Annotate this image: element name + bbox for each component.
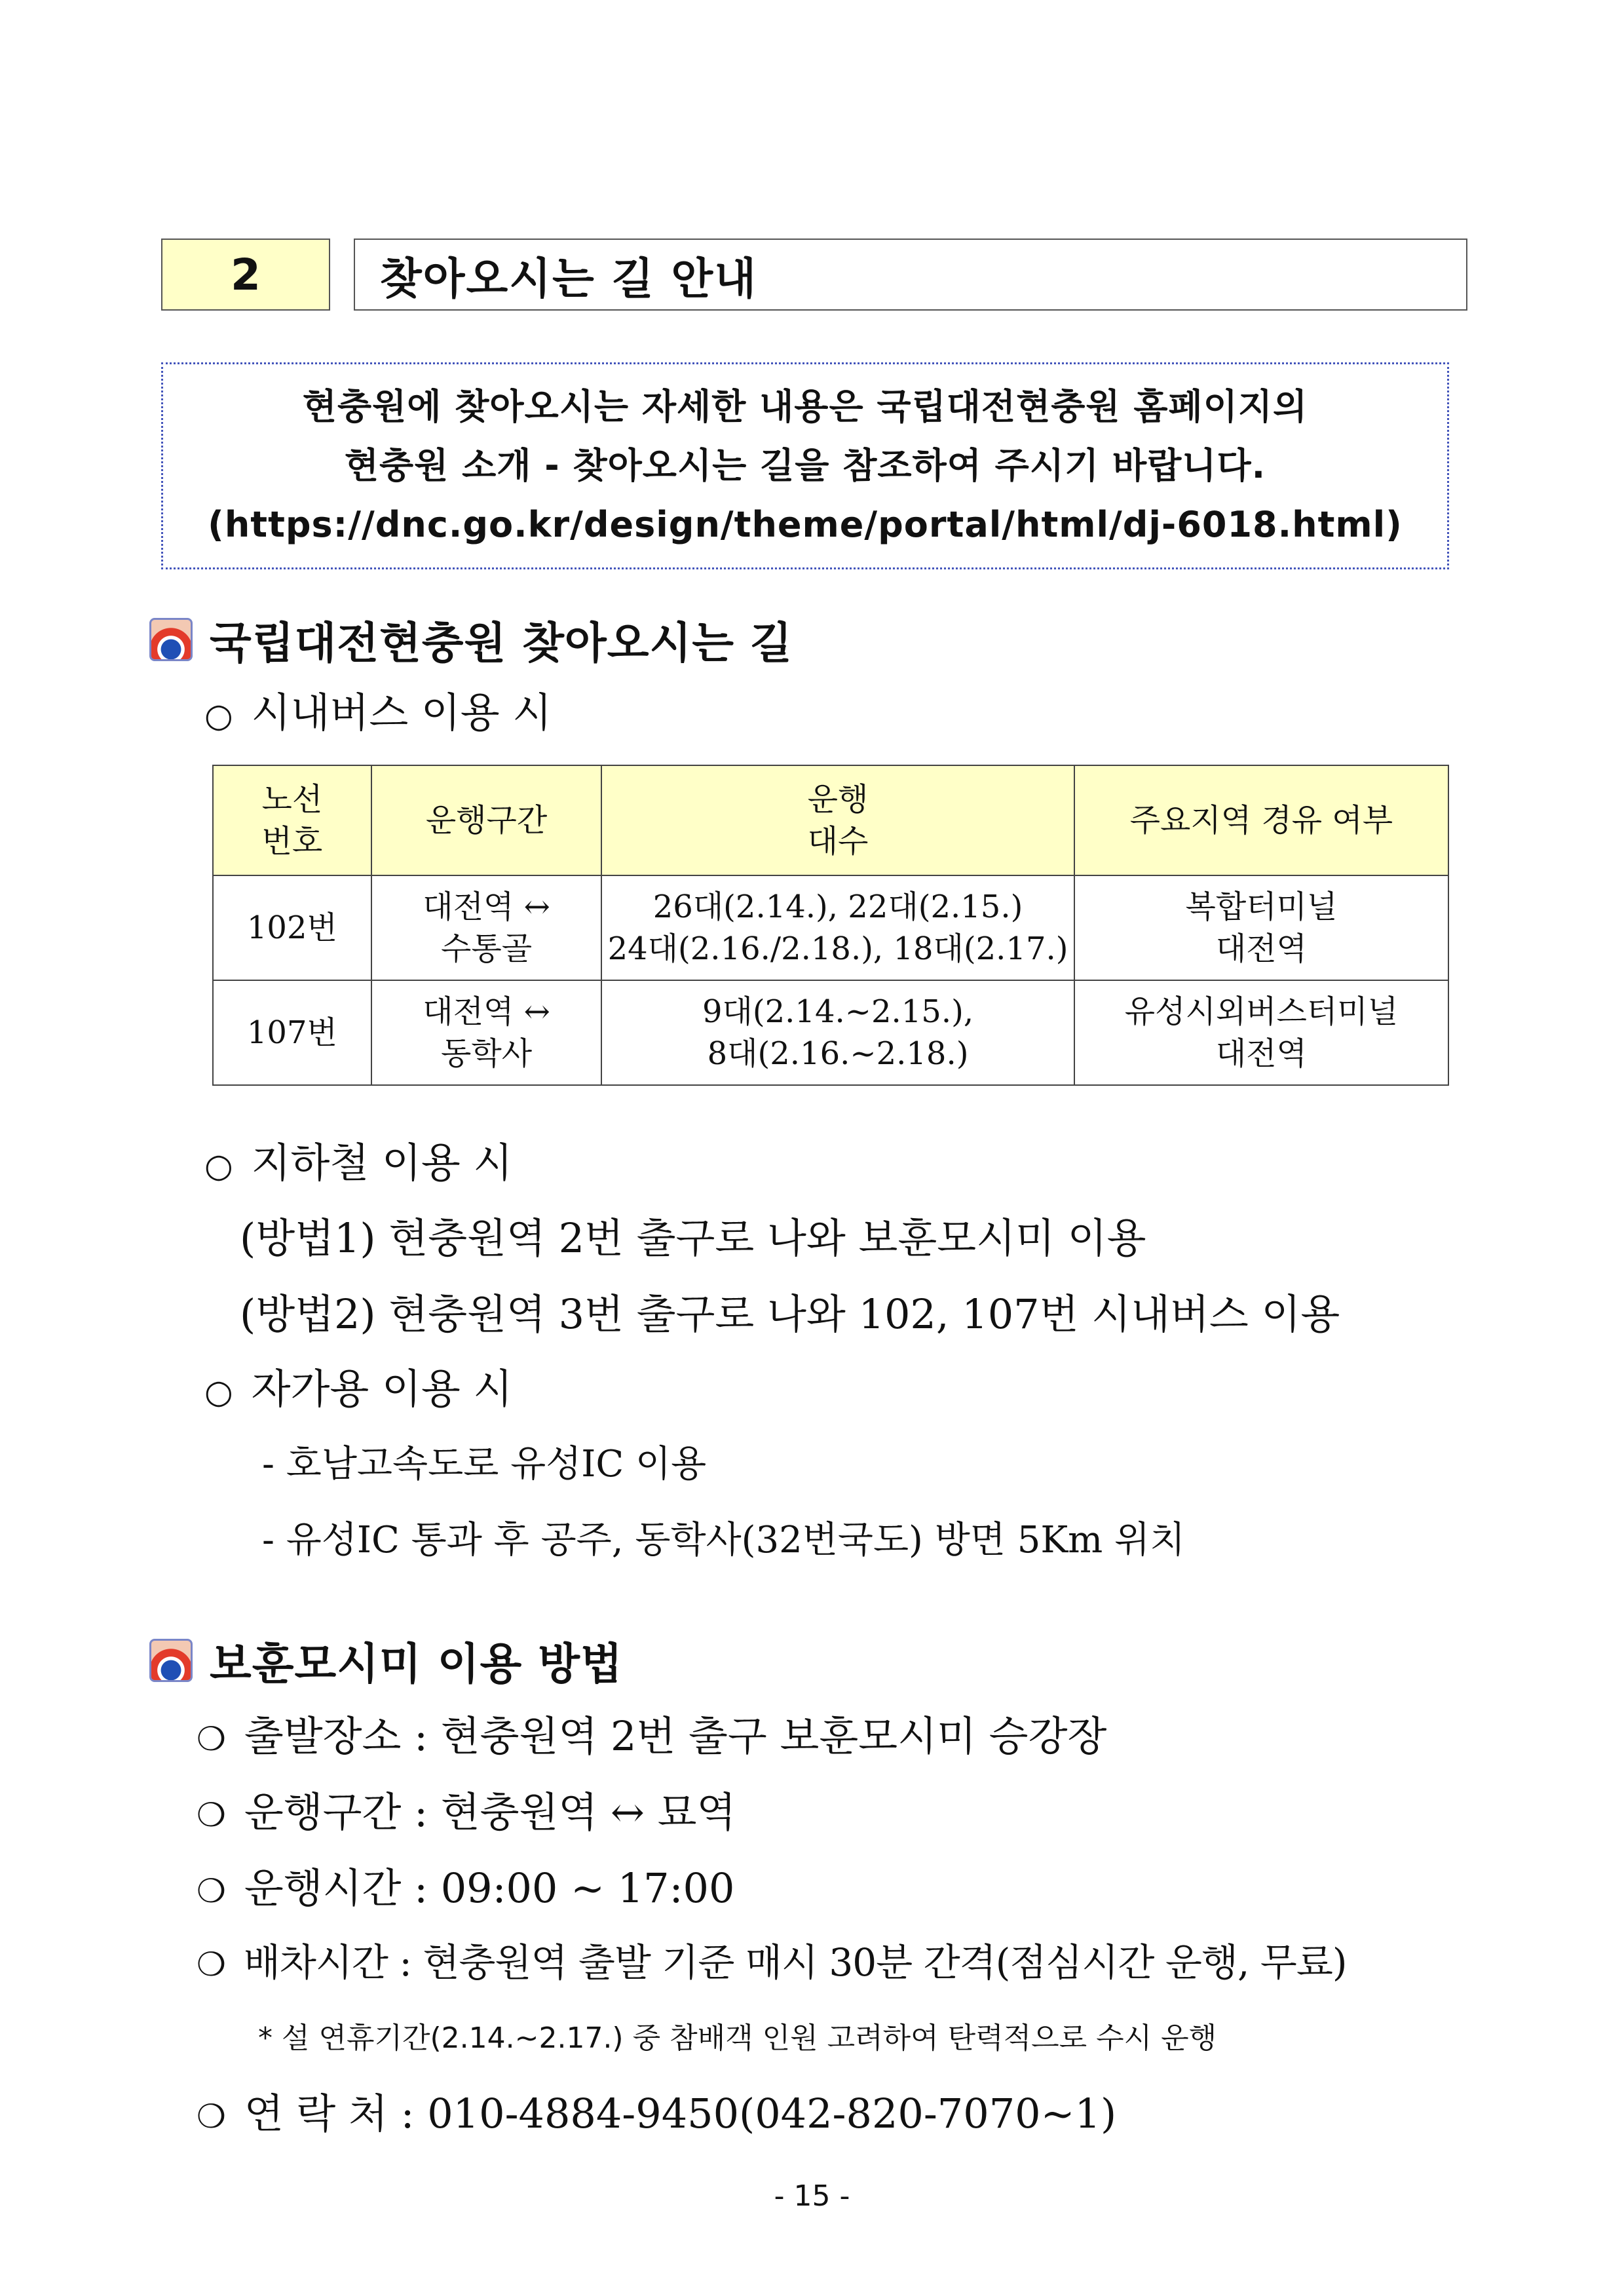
notice-box <box>161 362 1449 569</box>
circle-bullet-icon: ❍ <box>197 2097 226 2135</box>
notice-url: (https://dnc.go.kr/design/theme/portal/html/dj-6018.html) <box>208 504 1403 545</box>
page-number: - 15 - <box>774 2179 850 2213</box>
route-cell: 107번 <box>213 980 371 1085</box>
notice-line-2: 현충원 소개 - 찾아오시는 길을 참조하여 주시기 바랍니다. <box>344 445 1266 486</box>
circle-bullet-icon: ○ <box>204 1147 233 1185</box>
shuttle-departure: ❍ 출발장소 : 현충원역 2번 출구 보훈모시미 승강장 <box>197 1712 1107 1760</box>
count-cell: 9대(2.14.~2.15.), 8대(2.16.~2.18.) <box>601 980 1074 1085</box>
directions-heading-text: 국립대전현충원 찾아오시는 길 <box>210 618 793 668</box>
taegeuk-icon <box>149 1639 193 1682</box>
shuttle-interval: ❍ 배차시간 : 현충원역 출발 기준 매시 30분 간격(점심시간 운행, 무료) <box>197 1940 1347 1985</box>
circle-bullet-icon: ❍ <box>197 1945 225 1983</box>
subway-title: ○ 지하철 이용 시 <box>204 1139 513 1187</box>
header-stops: 주요지역 경유 여부 <box>1074 765 1448 875</box>
circle-bullet-icon: ❍ <box>197 1872 226 1910</box>
route-cell: 102번 <box>213 875 371 980</box>
bus-title: ○ 시내버스 이용 시 <box>204 689 552 737</box>
subway-method-2: (방법2) 현충원역 3번 출구로 나와 102, 107번 시내버스 이용 <box>240 1290 1340 1338</box>
bus-table <box>212 765 1449 1086</box>
section-title: 찾아오시는 길 안내 <box>354 239 1467 311</box>
shuttle-contact: ❍ 연 락 처 : 010-4884-9450(042-820-7070~1) <box>197 2090 1117 2137</box>
header-count: 운행 대수 <box>601 765 1074 875</box>
section-cell: 대전역 ↔ 수통골 <box>371 875 602 980</box>
taegeuk-icon <box>149 618 193 661</box>
shuttle-hours: ❍ 운행시간 : 09:00 ~ 17:00 <box>197 1864 735 1912</box>
count-cell: 26대(2.14.), 22대(2.15.) 24대(2.16./2.18.), 18대(2.17.) <box>601 875 1074 980</box>
stops-cell: 유성시외버스터미널 대전역 <box>1074 980 1448 1085</box>
circle-bullet-icon: ❍ <box>197 1720 226 1758</box>
table-row <box>213 980 1448 1085</box>
header-route-no: 노선 번호 <box>213 765 371 875</box>
table-header-row <box>213 765 1448 875</box>
notice-line-1: 현충원에 찾아오시는 자세한 내용은 국립대전현충원 홈페이지의 <box>302 386 1308 427</box>
shuttle-heading-text: 보훈모시미 이용 방법 <box>210 1639 623 1689</box>
circle-bullet-icon: ❍ <box>197 1796 226 1834</box>
shuttle-heading <box>149 1629 623 1691</box>
directions-heading <box>149 608 793 670</box>
shuttle-note: * 설 연휴기간(2.14.~2.17.) 중 참배객 인원 고려하여 탄력적으로 수시 운행 <box>258 2021 1217 2055</box>
circle-bullet-icon: ○ <box>204 1373 233 1411</box>
shuttle-route: ❍ 운행구간 : 현충원역 ↔ 묘역 <box>197 1788 736 1836</box>
car-item-1: - 호남고속도로 유성IC 이용 <box>262 1443 707 1485</box>
circle-bullet-icon: ○ <box>204 697 233 735</box>
header-section: 운행구간 <box>371 765 602 875</box>
car-item-2: - 유성IC 통과 후 공주, 동학사(32번국도) 방면 5Km 위치 <box>262 1519 1186 1561</box>
car-title: ○ 자가용 이용 시 <box>204 1365 513 1413</box>
table-row <box>213 875 1448 980</box>
section-number: 2 <box>161 239 330 311</box>
stops-cell: 복합터미널 대전역 <box>1074 875 1448 980</box>
subway-method-1: (방법1) 현충원역 2번 출구로 나와 보훈모시미 이용 <box>240 1214 1146 1262</box>
section-cell: 대전역 ↔ 동학사 <box>371 980 602 1085</box>
